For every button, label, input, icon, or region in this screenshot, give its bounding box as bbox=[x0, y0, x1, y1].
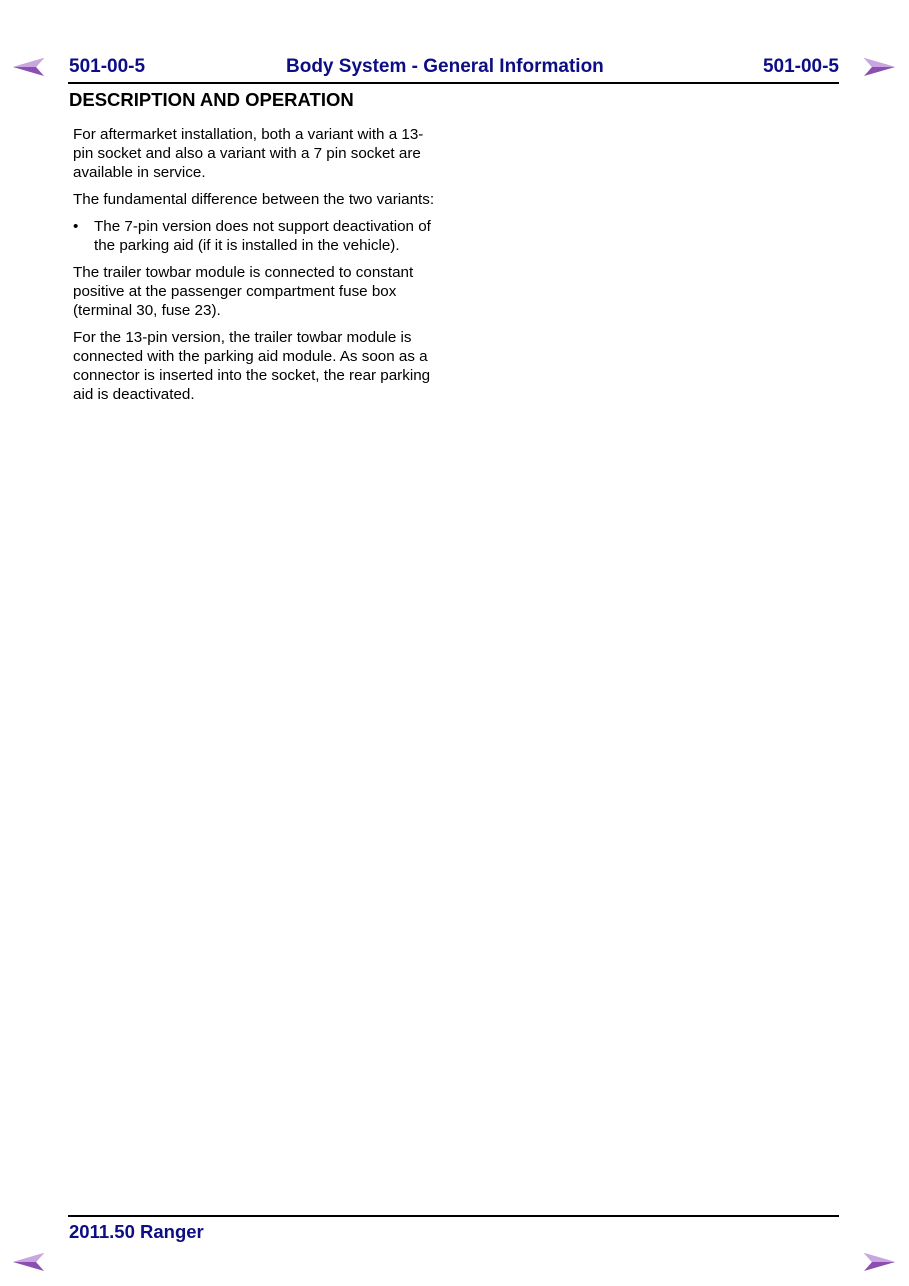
paragraph-13-pin: For the 13-pin version, the trailer towbar module is connected with the parking aid module. As soon as a connector is inserted into the socket, the rear parking aid is deactivated. bbox=[73, 329, 431, 403]
difference-list bbox=[73, 217, 441, 255]
page-title: Body System - General Information bbox=[286, 56, 604, 77]
paragraph-variants: For aftermarket installation, both a variant with a 13-pin socket and also a variant with a 7 pin socket are available in service. bbox=[73, 126, 424, 181]
page-number-right: 501-00-5 bbox=[762, 56, 839, 77]
list-item-text: The 7-pin version does not support deactivation of the parking aid (if it is installed in the vehicle). bbox=[94, 218, 431, 254]
header-rule bbox=[68, 82, 839, 84]
list-item bbox=[73, 217, 441, 255]
section-heading: DESCRIPTION AND OPERATION bbox=[69, 89, 354, 110]
page-number-left: 501-00-5 bbox=[69, 56, 146, 77]
bullet-marker: • bbox=[73, 218, 79, 235]
next-page-arrow-icon[interactable] bbox=[863, 56, 897, 78]
next-page-arrow-icon[interactable] bbox=[863, 1251, 897, 1273]
previous-page-arrow-icon[interactable] bbox=[11, 56, 45, 78]
body-content bbox=[73, 125, 441, 412]
footer-rule bbox=[68, 1215, 839, 1217]
paragraph-difference-intro: The fundamental difference between the two variants: bbox=[73, 191, 435, 208]
footer-model: 2011.50 Ranger bbox=[69, 1221, 204, 1242]
paragraph-power-supply: The trailer towbar module is connected to constant positive at the passenger compartment fuse box (terminal 30, fuse 23). bbox=[73, 264, 414, 319]
previous-page-arrow-icon[interactable] bbox=[11, 1251, 45, 1273]
